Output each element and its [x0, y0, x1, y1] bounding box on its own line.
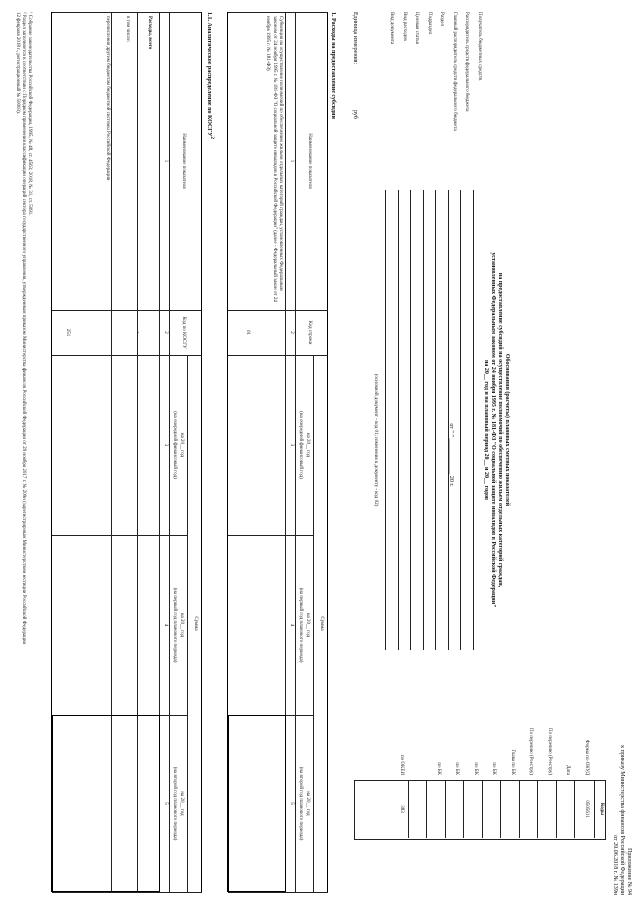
section11-title — [205, 12, 214, 139]
requisite-label: Подраздел — [427, 12, 432, 35]
table-row-line — [295, 12, 296, 892]
kosgu-transfers-code: 251 — [65, 328, 70, 337]
requisite-label: Целевая статья — [414, 12, 420, 44]
kosgu-including-label: в том числе: — [125, 16, 130, 43]
requisite-label: Главный распорядитель средств федерального бюджета — [452, 12, 457, 131]
document-title — [482, 150, 510, 710]
col-sum-header: Сумма — [193, 616, 198, 631]
year-subheader: (на второй год планового периода) — [172, 766, 177, 841]
order-date: от 20.06.2018 г. № 139н — [612, 835, 619, 895]
codes-row-label: Глава по БК — [510, 749, 515, 775]
requisite-label: Получатель бюджетных средств — [477, 12, 482, 81]
codes-row-label: По перечню (Реестру) — [528, 727, 534, 775]
year-subheader: (на очередной финансовый год) — [172, 411, 177, 479]
requisite-label: Раздел — [439, 12, 445, 27]
year-subheader: (на второй год планового периода) — [298, 766, 303, 841]
codes-row-label: Форма по ОКУД — [584, 739, 589, 775]
table-col-line — [228, 12, 328, 13]
requisite-underline — [423, 190, 424, 650]
year-subheader: (на первый год планового периода) — [298, 587, 303, 663]
section1-title: 1. Расходы на предоставление субсидии — [330, 12, 336, 119]
col-name-header: Наименование показателя — [307, 133, 312, 189]
codes-row-label: по БК — [436, 762, 441, 775]
column-number: 3 — [163, 443, 168, 447]
codes-row-label: по БК — [454, 762, 460, 775]
footnotes — [15, 12, 32, 892]
codes-row-divider — [464, 780, 465, 838]
year-subheader: (на очередной финансовый год) — [298, 411, 303, 479]
codes-row-divider — [519, 780, 520, 838]
column-number: 4 — [289, 623, 294, 627]
column-number: 1 — [289, 159, 294, 163]
codes-row-divider — [445, 780, 446, 838]
footnote-1: ¹ Собрание законодательства Российской Федерации, 1995, № 48, ст. 4563; 2018, № 31, ст. 5091. — [27, 12, 32, 216]
kosgu-total-label: Расходы, всего — [147, 16, 152, 50]
codes-row-divider — [575, 780, 576, 838]
codes-row-label: По перечню (Реестру) — [547, 727, 552, 775]
year-header: на 20__ год — [305, 612, 310, 638]
column-number: 2 — [289, 331, 294, 334]
requisite-label: Распорядитель средств федерального бюджета — [464, 12, 470, 112]
codes-row-divider — [482, 780, 483, 838]
document-kind-note: (основной документ - код 01; изменения к документу - код 02) — [373, 373, 378, 507]
column-number: 1 — [163, 159, 168, 163]
table-col-line — [228, 310, 328, 311]
col-name-header: Наименование показателя — [181, 133, 186, 189]
requisite-underline — [386, 190, 387, 650]
table-top-border — [327, 12, 328, 892]
column-number: 2 — [163, 331, 168, 334]
codes-row-label: Дата — [565, 765, 571, 775]
table-col-line — [52, 892, 202, 893]
footnote-2: ² Раздел заполняется в соответствии с Порядком применения классификации операций сектора государственного управления, утвержденным приказом Министерства финансов Российской Федерации от 29 ноября 2017 г. № 209н (зарегистрирован Министерством юстиции Российской Федерации — [21, 12, 27, 645]
kosgu-total-code: - — [135, 331, 140, 334]
codes-row-divider — [501, 780, 502, 838]
requisite-underline — [398, 190, 399, 650]
requisite-underline — [411, 190, 412, 650]
year-header: на 20__ год — [179, 612, 184, 638]
requisite-label: Вид документа — [389, 12, 395, 45]
codes-row-label: по БК — [473, 762, 478, 775]
col-sum-header: Сумма — [319, 616, 324, 631]
column-number: 4 — [163, 623, 168, 627]
codes-row-divider — [408, 780, 409, 838]
codes-row-divider — [556, 780, 557, 838]
table-row-line — [169, 12, 170, 892]
expense-row-code: 01 — [245, 330, 250, 335]
requisite-label: Вид расходов — [402, 12, 407, 41]
kosgu-transfers-label: перечисления другим бюджетам бюджетной системы Российской Федерации — [105, 16, 110, 181]
document-date: от " " ____________ 20 г. — [448, 423, 454, 487]
col-code-header: Код по КОСГУ — [181, 316, 186, 349]
codes-header-divider — [594, 780, 595, 838]
column-number: 5 — [163, 802, 168, 805]
footnote-2-cont: 12 февраля 2018 г., регистрационный № 50003). — [15, 12, 21, 114]
table-row-line — [313, 355, 314, 892]
appendix-number: Приложение № 94 — [626, 848, 632, 895]
codes-row-divider — [427, 780, 428, 838]
year-subheader: (на первый год планового периода) — [172, 587, 177, 663]
title-line-1: Обоснования (расчеты) плановых сметных показателей — [504, 353, 510, 507]
codes-row-divider — [538, 780, 539, 838]
requisite-underline — [461, 190, 462, 650]
codes-row-label: по БК — [491, 762, 497, 775]
col-code-header: Код строки — [307, 320, 312, 345]
expense-row-highlight — [228, 715, 286, 892]
codes-box — [354, 780, 606, 840]
requisite-underline — [436, 190, 437, 650]
section11-title-text: 1.1. Аналитическое распределение по КОСГУ — [206, 12, 212, 137]
codes-row-value: 383 — [399, 805, 404, 813]
appendix-header — [611, 535, 632, 895]
kosgu-row-highlight — [52, 715, 160, 892]
codes-header: Коды — [599, 802, 604, 816]
table-col-line — [228, 892, 328, 893]
codes-row-value: 0505611 — [584, 800, 589, 818]
unit-label: Единица измерения: — [352, 12, 358, 65]
requisite-underline — [448, 190, 449, 650]
column-number: 3 — [289, 443, 294, 447]
unit-value: руб — [352, 110, 358, 119]
codes-row-label: по ОКЕИ — [399, 754, 404, 775]
order-reference: к приказу Министерства финансов Российской Федерации — [619, 745, 626, 895]
column-number: 5 — [289, 802, 294, 805]
year-header: на 20__ год — [305, 432, 310, 458]
year-header: на 20__ год — [179, 432, 184, 458]
expense-row-text: Субвенция на осуществление полномочий по обеспечению жильем отдельных категорий граждан, установленных Федеральным законом от 24 ноября 1995 г. № 181-ФЗ "О социальной защите инвалидов в Российской Федерации" (далее - Федеральный закон от 24 ноября 1995 г. № 181-ФЗ) — [265, 16, 283, 302]
requisite-underline — [473, 190, 474, 650]
title-line-2: на предоставление субсидий на осуществление полномочий по обеспечению жильем отдельных категорий граждан, — [497, 272, 504, 588]
year-header: на 20__ год — [305, 791, 310, 816]
title-line-3: установленных Федеральным законом от 24 ноября 1995 г. № 181-ФЗ "О социальной защите инвалидов в Российской Федерации" — [490, 252, 497, 608]
title-line-4: на 20__ год и на плановый период 20__ и 20__ годов — [483, 359, 490, 501]
table-top-border — [201, 12, 202, 892]
section11-footnote-mark: 2 — [209, 136, 214, 140]
table-col-line — [228, 355, 328, 356]
table-row-line — [187, 355, 188, 892]
year-header: на 20__ год — [179, 791, 184, 816]
